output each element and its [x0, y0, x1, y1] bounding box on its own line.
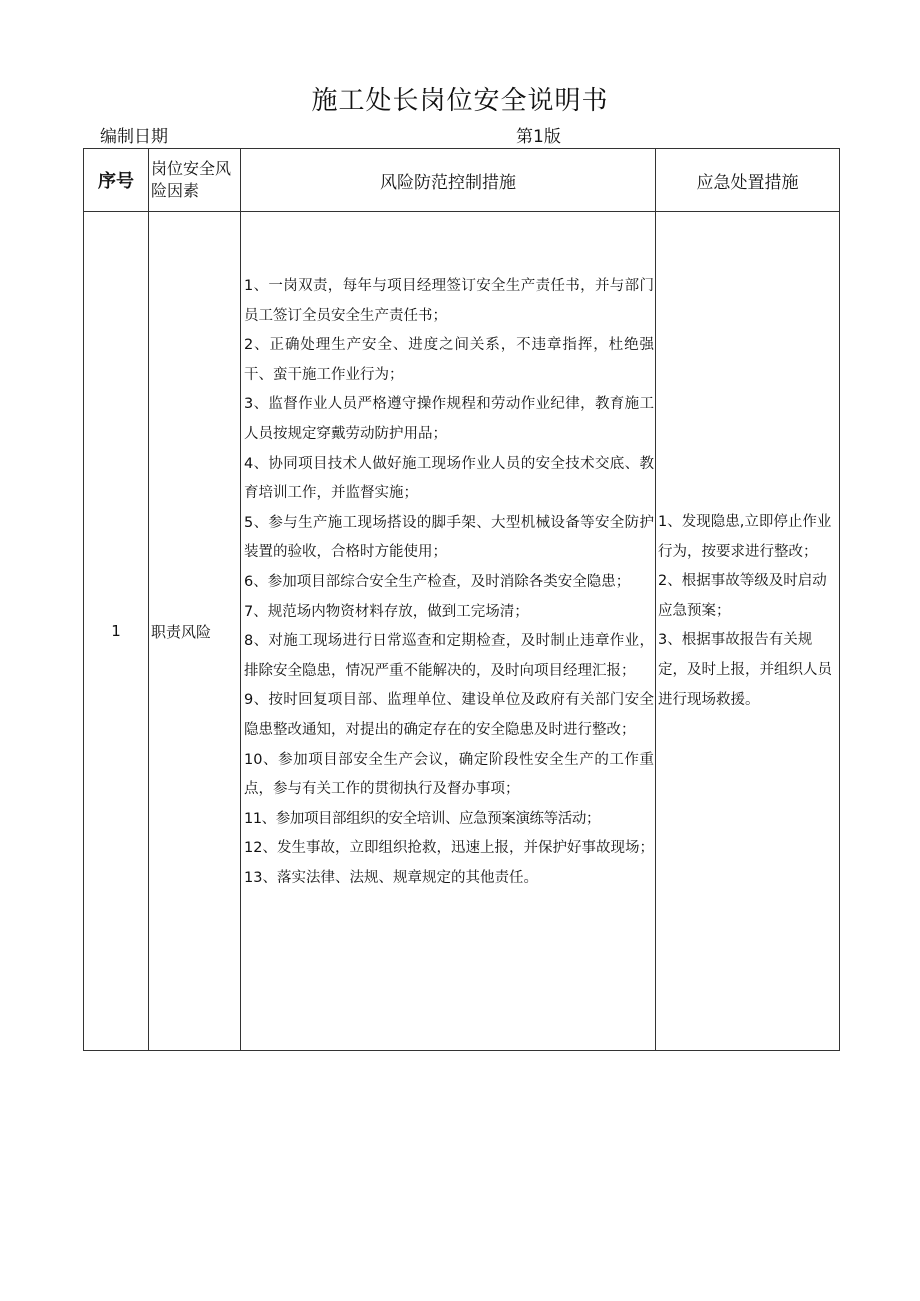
compiled-date-label: 编制日期: [100, 127, 168, 147]
version-label: 第1版: [516, 127, 561, 147]
measure-item: 11、参加项目部组织的安全培训、应急预案演练等活动；: [244, 810, 601, 827]
header-emergency-measures: 应急处置措施: [656, 149, 840, 212]
control-measures-cell: [241, 212, 656, 1051]
emergency-item: 1、发现隐患,立即停止作业行为，按要求进行整改；: [658, 514, 832, 560]
measure-item: 10、参加项目部安全生产会议，确定阶段性安全生产的工作重点，参与有关工作的贯彻执行及督办事项；: [244, 751, 654, 798]
emergency-measures-list: [656, 212, 839, 715]
header-control-measures: 风险防范控制措施: [241, 149, 656, 212]
measure-item: 13、落实法律、法规、规章规定的其他责任。: [244, 869, 538, 886]
measure-item: 12、发生事故，立即组织抢救，迅速上报，并保护好事故现场；: [244, 840, 654, 857]
emergency-item: 2、根据事故等级及时启动应急预案；: [658, 573, 827, 619]
table-row: [84, 212, 840, 1051]
header-risk-factor: 岗位安全风险因素: [149, 149, 241, 212]
measure-item: 8、对施工现场进行日常巡查和定期检查，及时制止违章作业，排除安全隐患，情况严重不能解决的，及时向项目经理汇报；: [244, 633, 654, 679]
measure-item: 2、正确处理生产安全、进度之间关系，不违章指挥，杜绝强干、蛮干施工作业行为；: [244, 337, 654, 383]
document-title: 施工处长岗位安全说明书: [311, 86, 609, 116]
control-measures-list: [241, 212, 655, 893]
measure-item: 3、监督作业人员严格遵守操作规程和劳动作业纪律，教育施工人员按规定穿戴劳动防护用品；: [244, 396, 654, 442]
row-number: 1: [84, 212, 149, 1051]
table-header-row: [84, 149, 840, 212]
measure-item: 6、参加项目部综合安全生产检查，及时消除各类安全隐患；: [244, 573, 631, 590]
risk-table: [83, 148, 840, 1051]
measure-item: 1、一岗双责，每年与项目经理签订安全生产责任书，并与部门员工签订全员安全生产责任书；: [244, 278, 654, 324]
measure-item: 4、协同项目技术人做好施工现场作业人员的安全技术交底、教育培训工作，并监督实施；: [244, 455, 654, 502]
measure-item: 9、按时回复项目部、监理单位、建设单位及政府有关部门安全隐患整改通知，对提出的确定存在的安全隐患及时进行整改；: [244, 692, 654, 738]
row-risk-factor: 职责风险: [149, 212, 241, 1051]
emergency-item: 3、根据事故报告有关规定，及时上报，并组织人员进行现场救援。: [658, 632, 832, 708]
measure-item: 5、参与生产施工现场搭设的脚手架、大型机械设备等安全防护装置的验收，合格时方能使用；: [244, 514, 654, 561]
header-no: 序号: [84, 149, 149, 212]
measure-item: 7、规范场内物资材料存放，做到工完场清；: [244, 603, 529, 620]
emergency-measures-cell: [656, 212, 840, 1051]
